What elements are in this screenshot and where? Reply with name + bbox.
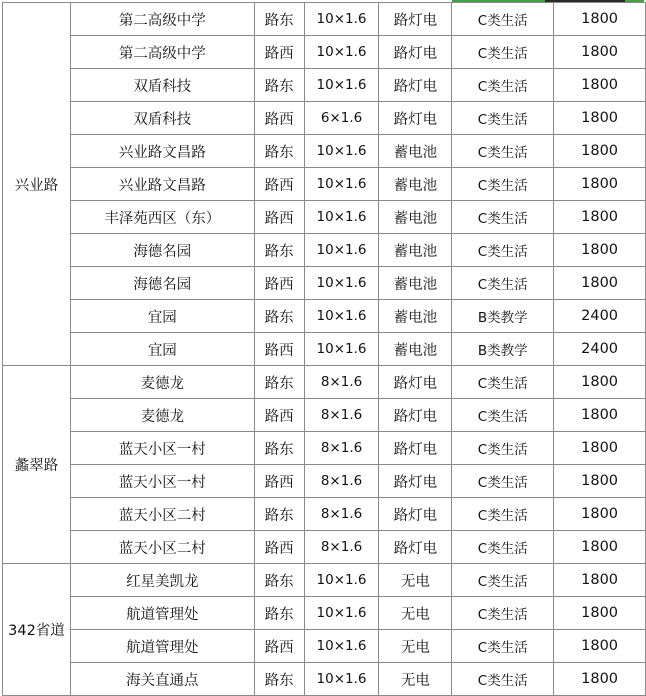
fee-cell[interactable]: 1800: [554, 399, 646, 432]
location-cell[interactable]: 双盾科技: [70, 69, 254, 102]
location-cell[interactable]: 第二高级中学: [70, 36, 254, 69]
fee-cell[interactable]: 1800: [554, 135, 646, 168]
category-cell[interactable]: C类生活: [452, 36, 554, 69]
power-cell[interactable]: 无电: [379, 630, 452, 663]
table-row: [3, 135, 646, 168]
category-cell[interactable]: C类生活: [452, 432, 554, 465]
road-name-cell[interactable]: 蠡翠路: [3, 366, 71, 564]
side-cell[interactable]: 路东: [254, 300, 304, 333]
side-cell[interactable]: 路西: [254, 102, 304, 135]
location-cell[interactable]: 蓝天小区一村: [70, 465, 254, 498]
size-cell[interactable]: 10×1.6: [304, 630, 379, 663]
power-cell[interactable]: 路灯电: [379, 399, 452, 432]
size-cell[interactable]: 8×1.6: [304, 432, 379, 465]
side-cell[interactable]: 路西: [254, 36, 304, 69]
size-cell[interactable]: 10×1.6: [304, 201, 379, 234]
fee-cell[interactable]: 2400: [554, 333, 646, 366]
location-cell[interactable]: 第二高级中学: [70, 3, 254, 36]
table-row: [3, 366, 646, 399]
side-cell[interactable]: 路东: [254, 432, 304, 465]
fee-cell[interactable]: 1800: [554, 69, 646, 102]
table-row: [3, 399, 646, 432]
side-cell[interactable]: 路西: [254, 201, 304, 234]
power-cell[interactable]: 蓄电池: [379, 135, 452, 168]
size-cell[interactable]: 10×1.6: [304, 597, 379, 630]
table-row: [3, 300, 646, 333]
table-row: [3, 102, 646, 135]
size-cell[interactable]: 10×1.6: [304, 69, 379, 102]
category-cell[interactable]: C类生活: [452, 498, 554, 531]
location-cell[interactable]: 蓝天小区二村: [70, 498, 254, 531]
power-cell[interactable]: 路灯电: [379, 432, 452, 465]
fee-cell[interactable]: 1800: [554, 168, 646, 201]
location-cell[interactable]: 航道管理处: [70, 630, 254, 663]
table-row: [3, 267, 646, 300]
category-cell[interactable]: C类生活: [452, 564, 554, 597]
size-cell[interactable]: 10×1.6: [304, 234, 379, 267]
power-cell[interactable]: 蓄电池: [379, 234, 452, 267]
side-cell[interactable]: 路东: [254, 3, 304, 36]
location-cell[interactable]: 兴业路文昌路: [70, 168, 254, 201]
side-cell[interactable]: 路东: [254, 135, 304, 168]
location-cell[interactable]: 海关直通点: [70, 663, 254, 696]
fee-cell[interactable]: 1800: [554, 597, 646, 630]
size-cell[interactable]: 10×1.6: [304, 135, 379, 168]
location-cell[interactable]: 双盾科技: [70, 102, 254, 135]
power-cell[interactable]: 无电: [379, 663, 452, 696]
table-row: [3, 36, 646, 69]
category-cell[interactable]: C类生活: [452, 597, 554, 630]
power-cell[interactable]: 蓄电池: [379, 201, 452, 234]
fee-cell[interactable]: 1800: [554, 465, 646, 498]
power-cell[interactable]: 蓄电池: [379, 267, 452, 300]
size-cell[interactable]: 10×1.6: [304, 168, 379, 201]
location-cell[interactable]: 航道管理处: [70, 597, 254, 630]
category-cell[interactable]: C类生活: [452, 267, 554, 300]
power-cell[interactable]: 路灯电: [379, 102, 452, 135]
fee-cell[interactable]: 1800: [554, 630, 646, 663]
billboard-table: [2, 2, 646, 696]
location-cell[interactable]: 蓝天小区一村: [70, 432, 254, 465]
table-row: [3, 432, 646, 465]
category-cell[interactable]: C类生活: [452, 135, 554, 168]
fee-cell[interactable]: 1800: [554, 366, 646, 399]
fee-cell[interactable]: 1800: [554, 267, 646, 300]
fee-cell[interactable]: 1800: [554, 564, 646, 597]
table-row: [3, 465, 646, 498]
category-cell[interactable]: C类生活: [452, 69, 554, 102]
side-cell[interactable]: 路东: [254, 498, 304, 531]
power-cell[interactable]: 路灯电: [379, 3, 452, 36]
fee-cell[interactable]: 2400: [554, 300, 646, 333]
fee-cell[interactable]: 1800: [554, 102, 646, 135]
size-cell[interactable]: 8×1.6: [304, 399, 379, 432]
category-cell[interactable]: C类生活: [452, 366, 554, 399]
table-row: [3, 201, 646, 234]
category-cell[interactable]: B类教学: [452, 333, 554, 366]
size-cell[interactable]: 8×1.6: [304, 366, 379, 399]
power-cell[interactable]: 蓄电池: [379, 168, 452, 201]
fee-cell[interactable]: 1800: [554, 3, 646, 36]
category-cell[interactable]: C类生活: [452, 102, 554, 135]
side-cell[interactable]: 路西: [254, 267, 304, 300]
size-cell[interactable]: 10×1.6: [304, 333, 379, 366]
table-row: [3, 498, 646, 531]
side-cell[interactable]: 路东: [254, 663, 304, 696]
table-row: [3, 663, 646, 696]
fee-cell[interactable]: 1800: [554, 498, 646, 531]
location-cell[interactable]: 宜园: [70, 300, 254, 333]
category-cell[interactable]: C类生活: [452, 234, 554, 267]
power-cell[interactable]: 无电: [379, 564, 452, 597]
power-cell[interactable]: 路灯电: [379, 366, 452, 399]
category-cell[interactable]: C类生活: [452, 531, 554, 564]
side-cell[interactable]: 路西: [254, 630, 304, 663]
location-cell[interactable]: 海德名园: [70, 234, 254, 267]
power-cell[interactable]: 蓄电池: [379, 333, 452, 366]
fee-cell[interactable]: 1800: [554, 432, 646, 465]
size-cell[interactable]: 10×1.6: [304, 663, 379, 696]
category-cell[interactable]: C类生活: [452, 630, 554, 663]
size-cell[interactable]: 10×1.6: [304, 267, 379, 300]
location-cell[interactable]: 蓝天小区二村: [70, 531, 254, 564]
size-cell[interactable]: 10×1.6: [304, 3, 379, 36]
location-cell[interactable]: 兴业路文昌路: [70, 135, 254, 168]
size-cell[interactable]: 10×1.6: [304, 36, 379, 69]
category-cell[interactable]: C类生活: [452, 465, 554, 498]
power-cell[interactable]: 无电: [379, 597, 452, 630]
location-cell[interactable]: 麦德龙: [70, 366, 254, 399]
table-body: [3, 3, 646, 696]
side-cell[interactable]: 路东: [254, 597, 304, 630]
side-cell[interactable]: 路东: [254, 366, 304, 399]
power-cell[interactable]: 路灯电: [379, 531, 452, 564]
power-cell[interactable]: 路灯电: [379, 465, 452, 498]
fee-cell[interactable]: 1800: [554, 36, 646, 69]
fee-cell[interactable]: 1800: [554, 531, 646, 564]
power-cell[interactable]: 路灯电: [379, 498, 452, 531]
power-cell[interactable]: 路灯电: [379, 36, 452, 69]
power-cell[interactable]: 蓄电池: [379, 300, 452, 333]
size-cell[interactable]: 10×1.6: [304, 564, 379, 597]
size-cell[interactable]: 8×1.6: [304, 465, 379, 498]
table-row: [3, 630, 646, 663]
table-row: [3, 333, 646, 366]
road-name-cell[interactable]: 342省道: [3, 564, 71, 696]
category-cell[interactable]: C类生活: [452, 201, 554, 234]
category-cell[interactable]: C类生活: [452, 399, 554, 432]
size-cell[interactable]: 8×1.6: [304, 498, 379, 531]
fee-cell[interactable]: 1800: [554, 201, 646, 234]
table-row: [3, 234, 646, 267]
location-cell[interactable]: 宜园: [70, 333, 254, 366]
fee-cell[interactable]: 1800: [554, 234, 646, 267]
category-cell[interactable]: C类生活: [452, 3, 554, 36]
fee-cell[interactable]: 1800: [554, 663, 646, 696]
side-cell[interactable]: 路西: [254, 465, 304, 498]
size-cell[interactable]: 6×1.6: [304, 102, 379, 135]
table-row: [3, 597, 646, 630]
side-cell[interactable]: 路西: [254, 333, 304, 366]
location-cell[interactable]: 海德名园: [70, 267, 254, 300]
location-cell[interactable]: 红星美凯龙: [70, 564, 254, 597]
side-cell[interactable]: 路西: [254, 399, 304, 432]
table-row: [3, 168, 646, 201]
table-row: [3, 564, 646, 597]
category-cell[interactable]: C类生活: [452, 663, 554, 696]
table-row: [3, 3, 646, 36]
location-cell[interactable]: 麦德龙: [70, 399, 254, 432]
size-cell[interactable]: 10×1.6: [304, 300, 379, 333]
power-cell[interactable]: 路灯电: [379, 69, 452, 102]
side-cell[interactable]: 路东: [254, 69, 304, 102]
category-cell[interactable]: C类生活: [452, 168, 554, 201]
side-cell[interactable]: 路东: [254, 564, 304, 597]
table-row: [3, 69, 646, 102]
category-cell[interactable]: B类教学: [452, 300, 554, 333]
location-cell[interactable]: 丰泽苑西区（东）: [70, 201, 254, 234]
side-cell[interactable]: 路东: [254, 234, 304, 267]
side-cell[interactable]: 路西: [254, 531, 304, 564]
size-cell[interactable]: 8×1.6: [304, 531, 379, 564]
table-row: [3, 531, 646, 564]
side-cell[interactable]: 路西: [254, 168, 304, 201]
road-name-cell[interactable]: 兴业路: [3, 3, 71, 366]
